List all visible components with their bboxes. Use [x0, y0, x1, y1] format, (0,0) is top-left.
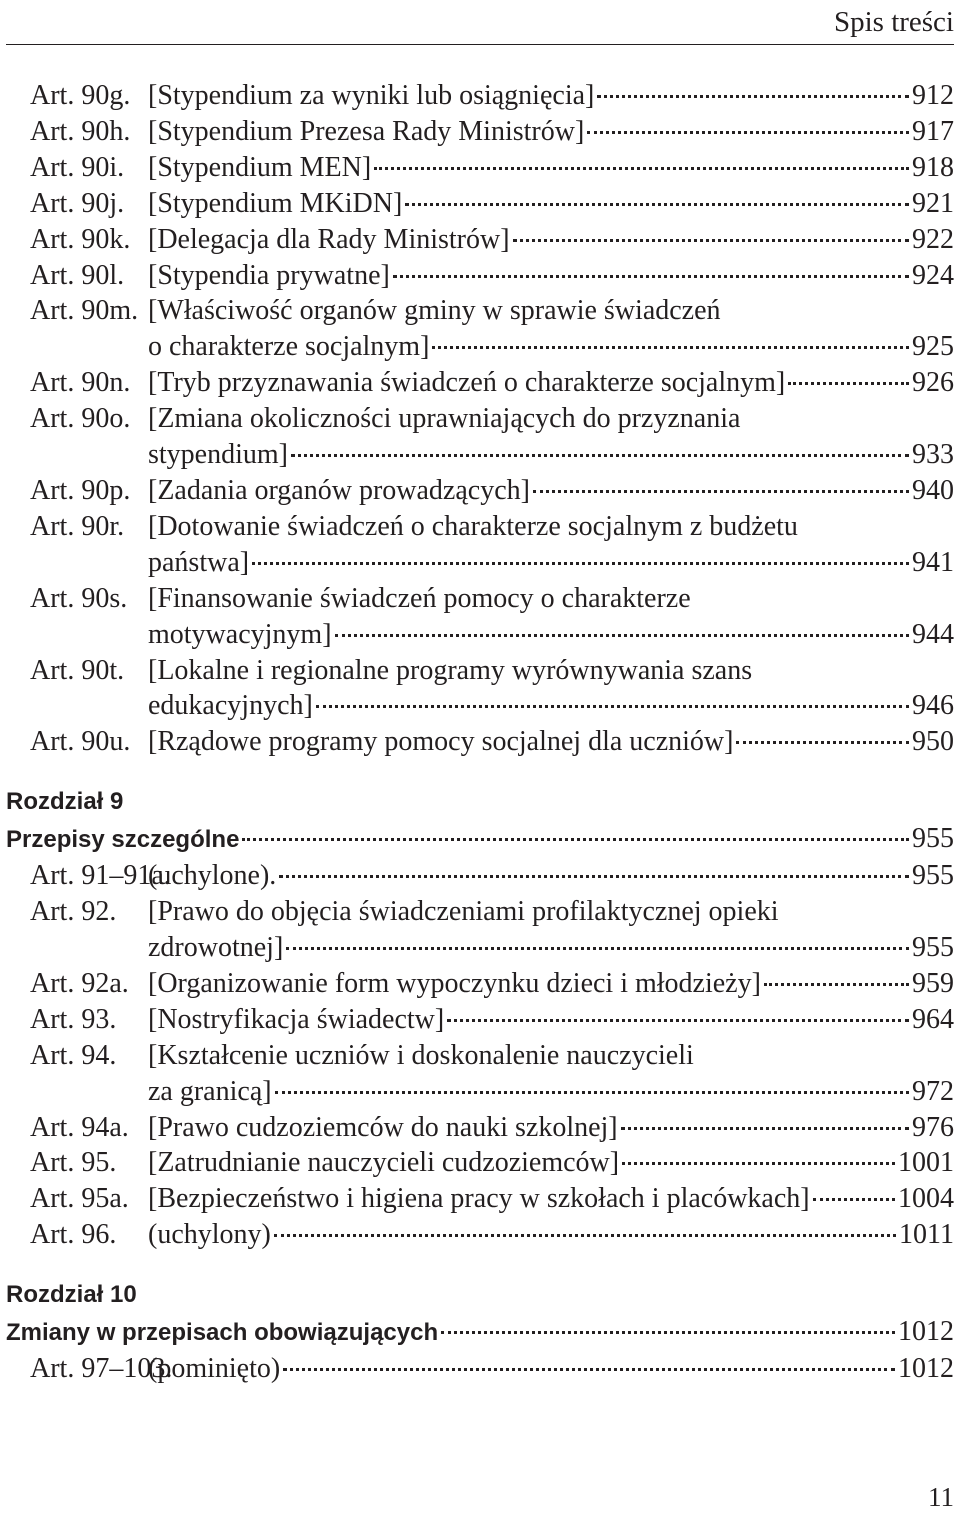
article-number: Art. 90o. — [30, 403, 131, 435]
page-ref: 944 — [912, 618, 954, 650]
toc-entry-line-continued — [6, 1074, 954, 1110]
table-of-contents — [6, 78, 954, 1387]
article-number: Art. 94a. — [30, 1111, 129, 1143]
article-number: Art. 95. — [30, 1147, 117, 1179]
page-ref: 972 — [912, 1075, 954, 1107]
toc-entry-line — [6, 365, 954, 401]
page-ref: 1004 — [898, 1183, 954, 1215]
article-number: Art. 90m. — [30, 295, 139, 327]
toc-entry — [6, 365, 954, 401]
article-title: [Prawo cudzoziemców do nauki szkolnej] — [148, 1111, 618, 1143]
article-title: [Lokalne i regionalne programy wyrównywania szans — [148, 654, 753, 686]
article-title: [Zadania organów prowadzących] — [148, 474, 530, 506]
article-number: Art. 90k. — [30, 223, 131, 255]
article-title: [Finansowanie świadczeń pomocy o charakterze — [148, 582, 691, 614]
toc-entry — [6, 1002, 954, 1038]
article-number: Art. 90u. — [30, 726, 131, 758]
dot-leader — [788, 382, 909, 385]
dot-leader — [275, 1091, 909, 1094]
toc-entry — [6, 222, 954, 258]
chapter-title-row — [6, 1313, 954, 1351]
page-ref: 941 — [912, 546, 954, 578]
article-title-continued: o charakterze socjalnym] — [148, 331, 430, 363]
toc-entry-line — [6, 894, 954, 930]
toc-entry-line — [6, 222, 954, 258]
dot-leader — [242, 838, 909, 841]
dot-leader — [597, 95, 909, 98]
page-ref: 950 — [912, 726, 954, 758]
article-number: Art. 90g. — [30, 80, 131, 111]
article-title-continued: stypendium] — [148, 439, 288, 471]
article-title: (uchylone). — [148, 860, 277, 892]
page-ref: 955 — [912, 823, 954, 855]
toc-entry — [6, 114, 954, 150]
article-number: Art. 92a. — [30, 967, 129, 999]
toc-entry-line-continued — [6, 930, 954, 966]
toc-entry — [6, 150, 954, 186]
page-ref: 921 — [912, 187, 954, 219]
article-number: Art. 90p. — [30, 474, 131, 506]
article-title: [Nostryfikacja świadectw] — [148, 1003, 445, 1035]
page-ref: 940 — [912, 474, 954, 506]
article-title: (uchylony) — [148, 1219, 271, 1251]
header-rule — [6, 44, 954, 45]
dot-leader — [513, 239, 909, 242]
article-number: Art. 90l. — [30, 259, 125, 291]
article-number: Art. 90s. — [30, 582, 128, 614]
toc-entry — [6, 1110, 954, 1146]
toc-entry — [6, 509, 954, 581]
article-title: [Organizowanie form wypoczynku dzieci i młodzieży] — [148, 967, 761, 999]
dot-leader — [335, 634, 909, 637]
dot-leader — [286, 947, 909, 950]
toc-entry-line — [6, 78, 954, 114]
toc-entry-line — [6, 293, 954, 329]
toc-entry-line — [6, 1002, 954, 1038]
article-title: [Zmiana okoliczności uprawniających do przyznania — [148, 403, 741, 435]
running-header-title: Spis treści — [833, 6, 954, 38]
article-title: [Stypendium MEN] — [148, 151, 372, 183]
page-ref: 924 — [912, 259, 954, 291]
article-title-continued: państwa] — [148, 546, 250, 578]
chapter-label: Rozdział 9 — [6, 788, 124, 816]
article-title: [Kształcenie uczniów i doskonalenie nauczycieli — [148, 1039, 694, 1071]
article-number: Art. 90r. — [30, 510, 125, 542]
toc-entry-line — [6, 150, 954, 186]
dot-leader — [764, 983, 909, 986]
article-number: Art. 90t. — [30, 654, 125, 686]
dot-leader — [279, 875, 909, 878]
toc-entry — [6, 293, 954, 365]
toc-entry-line — [6, 966, 954, 1002]
toc-entry-line — [6, 1181, 954, 1217]
article-title: [Dotowanie świadczeń o charakterze socjalnym z budżetu — [148, 510, 798, 542]
toc-entry-line — [6, 1217, 954, 1253]
page-ref: 946 — [912, 690, 954, 722]
toc-entry — [6, 858, 954, 894]
toc-entry-line — [6, 1110, 954, 1146]
dot-leader — [393, 275, 909, 278]
toc-entry — [6, 1181, 954, 1217]
toc-entry-line-continued — [6, 545, 954, 581]
page-ref: 1001 — [898, 1147, 954, 1179]
article-title: [Bezpieczeństwo i higiena pracy w szkołach i placówkach] — [148, 1183, 810, 1215]
toc-entry — [6, 473, 954, 509]
article-title-continued: zdrowotnej] — [148, 932, 284, 964]
page-ref: 976 — [912, 1111, 954, 1143]
chapter-label: Rozdział 10 — [6, 1281, 137, 1309]
article-number: Art. 90j. — [30, 187, 125, 219]
page-ref: 917 — [912, 115, 954, 147]
toc-entry — [6, 894, 954, 966]
dot-leader — [447, 1019, 909, 1022]
dot-leader — [432, 346, 909, 349]
page-ref: 1012 — [898, 1353, 954, 1385]
toc-entry — [6, 401, 954, 473]
article-title: (pominięto) — [148, 1353, 281, 1385]
page-ref: 912 — [912, 80, 954, 111]
page-ref: 925 — [912, 331, 954, 363]
page-number: 11 — [928, 1482, 954, 1512]
article-title-continued: za granicą] — [148, 1075, 272, 1107]
page-ref: 964 — [912, 1003, 954, 1035]
dot-leader — [736, 741, 909, 744]
article-number: Art. 95a. — [30, 1183, 129, 1215]
toc-entry-line — [6, 1351, 954, 1387]
article-number: Art. 94. — [30, 1039, 117, 1071]
dot-leader — [283, 1368, 895, 1371]
dot-leader — [587, 131, 909, 134]
article-title: [Rządowe programy pomocy socjalnej dla uczniów] — [148, 726, 734, 758]
article-number: Art. 91–91a. — [30, 860, 171, 892]
chapter-title: Przepisy szczególne — [6, 826, 240, 854]
article-title: [Właściwość organów gminy w sprawie świadczeń — [148, 295, 721, 327]
page-ref: 1011 — [899, 1219, 954, 1251]
toc-entry — [6, 1145, 954, 1181]
toc-entry-line — [6, 653, 954, 689]
article-number: Art. 93. — [30, 1003, 117, 1035]
page-ref: 955 — [912, 860, 954, 892]
toc-entry — [6, 78, 954, 114]
article-number: Art. 90n. — [30, 367, 131, 399]
dot-leader — [813, 1198, 895, 1201]
article-title: [Stypendium Prezesa Rady Ministrów] — [148, 115, 585, 147]
chapter-heading — [6, 783, 954, 858]
toc-entry-line — [6, 473, 954, 509]
page-ref: 955 — [912, 932, 954, 964]
dot-leader — [252, 562, 909, 565]
dot-leader — [621, 1127, 909, 1130]
dot-leader — [274, 1234, 896, 1237]
toc-entry-line — [6, 724, 954, 760]
article-number: Art. 97–103. — [30, 1353, 173, 1385]
article-title: [Stypendia prywatne] — [148, 259, 390, 291]
article-title: [Delegacja dla Rady Ministrów] — [148, 223, 510, 255]
toc-entry — [6, 1038, 954, 1110]
toc-entry-line — [6, 1145, 954, 1181]
toc-entry-line — [6, 1038, 954, 1074]
toc-entry — [6, 186, 954, 222]
article-number: Art. 92. — [30, 896, 117, 928]
toc-entry — [6, 966, 954, 1002]
toc-entry-line — [6, 401, 954, 437]
page-ref: 922 — [912, 223, 954, 255]
page-ref: 959 — [912, 967, 954, 999]
article-title: [Prawo do objęcia świadczeniami profilaktycznej opieki — [148, 896, 779, 928]
chapter-title-row — [6, 820, 954, 858]
toc-entry — [6, 581, 954, 653]
toc-entry-line — [6, 186, 954, 222]
page-ref: 918 — [912, 151, 954, 183]
dot-leader — [405, 203, 909, 206]
toc-entry-line — [6, 581, 954, 617]
article-number: Art. 90h. — [30, 115, 131, 147]
toc-entry-line-continued — [6, 329, 954, 365]
toc-entry — [6, 258, 954, 294]
dot-leader — [374, 167, 909, 170]
toc-entry-line — [6, 509, 954, 545]
article-number: Art. 96. — [30, 1219, 117, 1251]
toc-entry — [6, 1351, 954, 1387]
toc-entry-line-continued — [6, 617, 954, 653]
toc-entry-line — [6, 858, 954, 894]
article-number: Art. 90i. — [30, 151, 125, 183]
page-ref: 933 — [912, 439, 954, 471]
toc-entry — [6, 653, 954, 725]
toc-entry-line-continued — [6, 437, 954, 473]
page-ref: 926 — [912, 367, 954, 399]
dot-leader — [316, 705, 909, 708]
article-title: [Stypendium za wyniki lub osiągnięcia] — [148, 80, 595, 111]
toc-entry-line-continued — [6, 688, 954, 724]
dot-leader — [622, 1162, 895, 1165]
dot-leader — [441, 1331, 895, 1334]
toc-entry — [6, 724, 954, 760]
toc-entry-line — [6, 258, 954, 294]
toc-entry-line — [6, 114, 954, 150]
toc-entry — [6, 1217, 954, 1253]
chapter-heading — [6, 1276, 954, 1351]
dot-leader — [291, 454, 909, 457]
article-title-continued: edukacyjnych] — [148, 690, 313, 722]
article-title: [Zatrudnianie nauczycieli cudzoziemców] — [148, 1147, 620, 1179]
article-title: [Stypendium MKiDN] — [148, 187, 403, 219]
page-ref: 1012 — [898, 1316, 954, 1348]
article-title: [Tryb przyznawania świadczeń o charakterze socjalnym] — [148, 367, 786, 399]
dot-leader — [533, 490, 909, 493]
chapter-title: Zmiany w przepisach obowiązujących — [6, 1319, 439, 1347]
article-title-continued: motywacyjnym] — [148, 618, 332, 650]
